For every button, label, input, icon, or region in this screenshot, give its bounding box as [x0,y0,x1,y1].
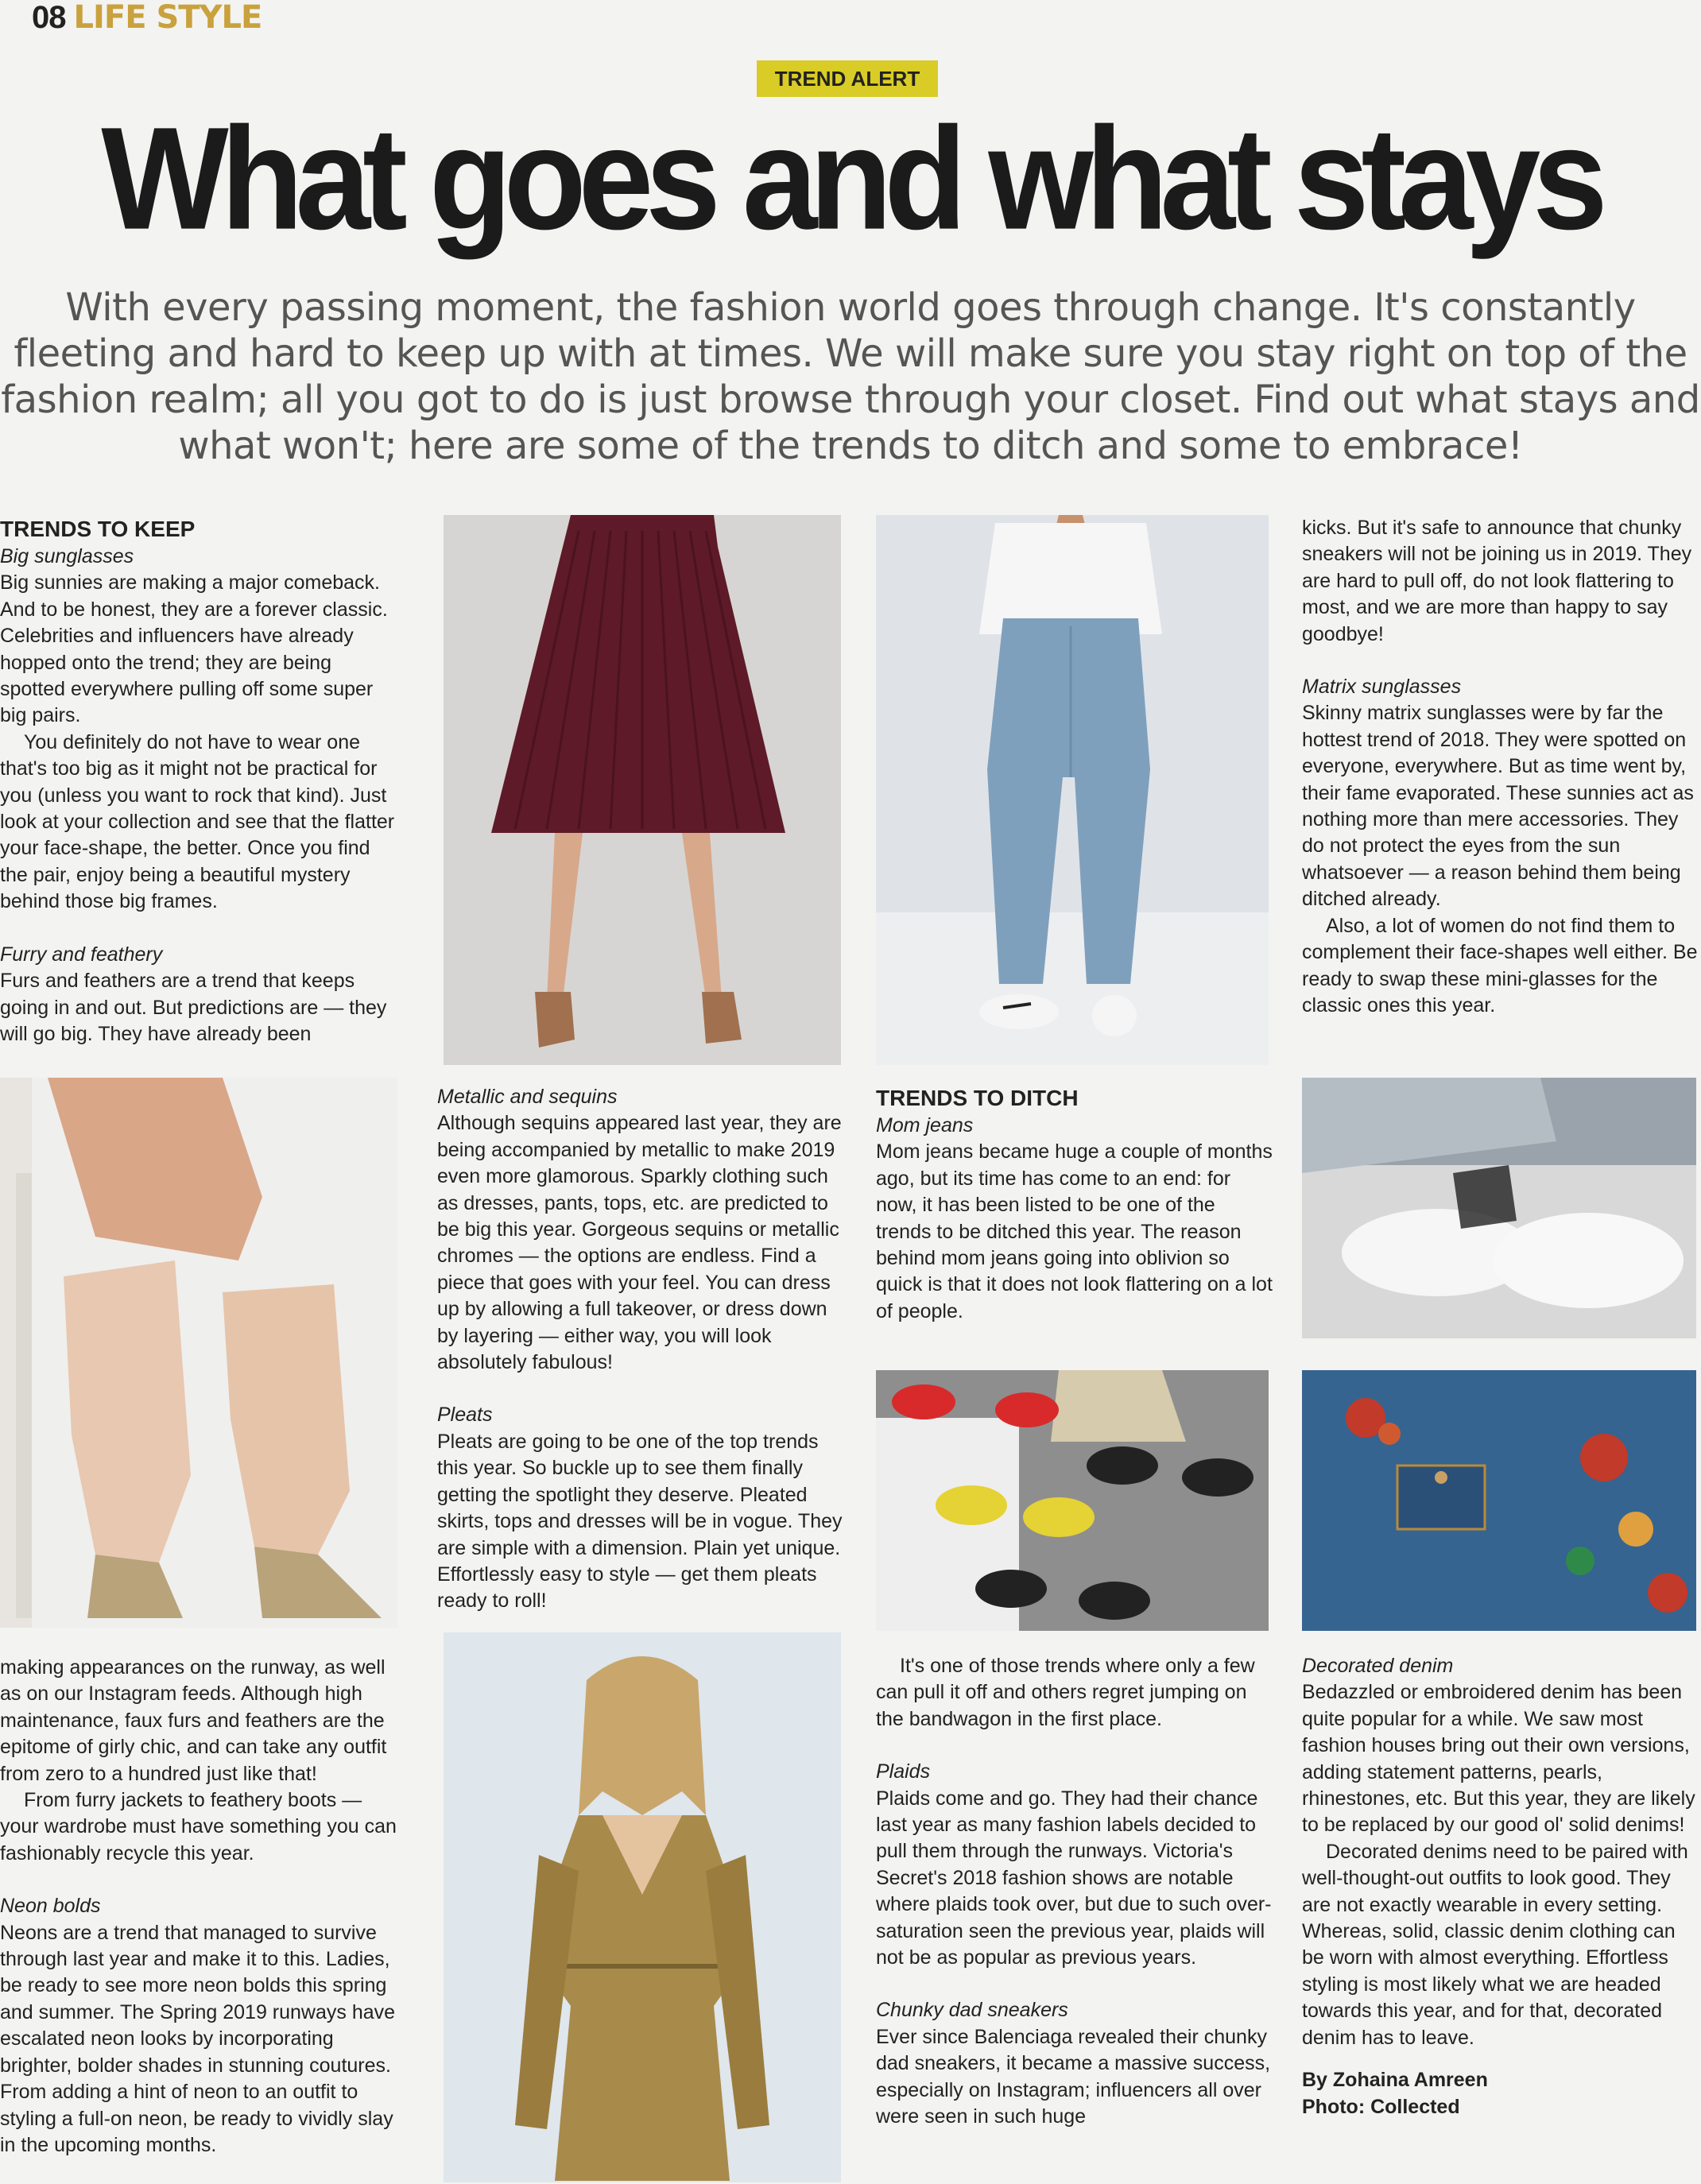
metallic-dress-photo [444,1632,841,2182]
subhead-plaids: Plaids [876,1760,931,1783]
column-1-top [0,515,397,1047]
paragraph: Mom jeans became huge a couple of months ago, but its time has come to an end: for now, it has been listed to be one of the trends to be ditched this year. The reason behind mom jeans going into oblivion so quick is that it does not look flattering on a lot of people. [876,1140,1273,1322]
feathery-boots-photo [0,1078,397,1628]
section-heading-ditch: TRENDS TO DITCH [876,1086,1079,1110]
paragraph: Neons are a trend that managed to survive through last year and make it to this. Ladies, be ready to see more neon bolds this spring and summer. The Spring 2019 runways have escalated neon looks by incorporating brighter, bolder shades in stunning coutures. From adding a hint of neon to an outfit to styling a full-on neon, be ready to vividly slay in the upcoming months. [0,1921,396,2156]
kicker-label: TREND ALERT [757,60,938,97]
paragraph: kicks. But it's safe to announce that chunky sneakers will not be joining us in 2019. They are hard to pull off, do not look flattering to most, and we are more than happy to say goodbye! [1302,517,1692,645]
subhead-mom-jeans: Mom jeans [876,1114,974,1137]
paragraph: Although sequins appeared last year, they are being accompanied by metallic to make 2019 even more glamorous. Sparkly clothing such as dresses, pants, tops, etc. are predicted to be big this year. Gorgeous sequins or metallic chromes — the options are endless. Find a piece that goes with your feel. You can dress up by allowing a full takeover, or dress down by layering — either way, you will look absolutely fabulous! [437,1112,842,1374]
subhead-metallic-sequins: Metallic and sequins [437,1086,618,1108]
paragraph: It's one of those trends where only a few can pull it off and others regret jumping on the bandwagon in the first place. [876,1655,1255,1730]
paragraph: Big sunnies are making a major comeback. And to be honest, they are a forever classic. Celebrities and influencers have already hopped onto the trend; they are being spotted everywhere pulling off some super big pairs. [0,571,388,727]
paragraph: Decorated denims need to be paired with well-thought-out outfits to look good. They are not exactly wearable in every setting. Whereas, solid, classic denim clothing can be worn with almost everything. Effortless styling is most likely what we are headed towards this year, and for that, decorated denim has to leave. [1302,1840,1688,2049]
byline: By Zohaina Amreen [1302,2069,1488,2092]
column-4-top [1302,515,1699,1019]
subhead-decorated-denim: Decorated denim [1302,1655,1454,1677]
paragraph: You definitely do not have to wear one that's too big as it might not be practical for you (unless you want to rock that kind). Just look at your collection and see that the flatter your face-shape, the better. Once you find the pair, enjoy being a beautiful mystery behind those big frames. [0,730,395,913]
paragraph: Bedazzled or embroidered denim has been quite popular for a while. We saw most fashion houses bring out their own versions, adding statement patterns, pearls, rhinestones, etc. But this year, they are likely to be replaced by our good ol' solid denims! [1302,1681,1695,1837]
page-header [32,0,262,35]
matrix-sunglasses-photo [876,1370,1269,1631]
decorated-denim-photo [1302,1370,1696,1631]
column-1-bottom [0,1655,397,2159]
paragraph: Pleats are going to be one of the top trends this year. So buckle up to see them finally getting the spotlight they deserve. Pleated skirts, tops and dresses will be in vogue. They are simple with a dimension. Plain yet unique. Effortlessly easy to style — get them pleats ready to roll! [437,1430,843,1613]
paragraph: Furs and feathers are a trend that keeps going in and out. But predictions are — they will go big. They have already been [0,970,387,1045]
pleated-skirt-photo [444,515,841,1065]
article-intro: With every passing moment, the fashion world goes through change. It's constantly fleeting and hard to keep up with at times. We will make sure you stay right on top of the fashion realm; all you got to do is just browse through your closet. Find out what stays and what won't; here are some of the trends to ditch and some to embrace! [1,285,1700,468]
photo-credit: Photo: Collected [1302,2095,1460,2118]
subhead-furry-feathery: Furry and feathery [0,943,163,966]
column-4-bottom [1302,1653,1699,2120]
section-heading-keep: TRENDS TO KEEP [0,517,196,541]
paragraph: Skinny matrix sunglasses were by far the hottest trend of 2018. They were spotted on everyone, everywhere. But as time went by, their fame evaporated. These sunnies act as nothing more than mere accessories. They do not protect the eyes from the sun whatsoever — a reason behind them being ditched already. [1302,702,1694,911]
subhead-pleats: Pleats [437,1404,493,1427]
paragraph: Ever since Balenciaga revealed their chunky dad sneakers, it became a massive success, especially on Instagram; influencers all over were seen in such huge [876,2025,1271,2128]
page-number: 08 [32,0,66,35]
subhead-neon-bolds: Neon bolds [0,1895,101,1918]
subhead-chunky-sneakers: Chunky dad sneakers [876,1999,1068,2022]
column-3-middle [876,1084,1273,1325]
paragraph: Also, a lot of women do not find them to complement their face-shapes well either. Be ready to swap these mini-glasses for the classic ones this year. [1302,914,1698,1016]
chunky-sneakers-photo [1302,1078,1696,1338]
subhead-matrix-sunglasses: Matrix sunglasses [1302,676,1462,699]
article-title: What goes and what stays [101,97,1600,261]
column-2-middle [437,1084,843,1615]
subhead-big-sunglasses: Big sunglasses [0,545,134,567]
mom-jeans-photo [876,515,1269,1065]
paragraph: From furry jackets to feathery boots — your wardrobe must have something you can fashionably recycle this year. [0,1789,397,1865]
paragraph: making appearances on the runway, as well as on our Instagram feeds. Although high maintenance, faux furs and feathers are the epitome of girly chic, and can take any outfit from zero to a hundred just like that! [0,1656,387,1785]
column-3-bottom [876,1653,1273,2131]
paragraph: Plaids come and go. They had their chance last year as many fashion labels decided to pull them through the runways. Victoria's Secret's 2018 fashion shows are notable where plaids took over, but due to such over-saturation seen the previous year, plaids will not be as popular as previous years. [876,1787,1272,1969]
section-name: LIFE STYLE [73,0,262,36]
